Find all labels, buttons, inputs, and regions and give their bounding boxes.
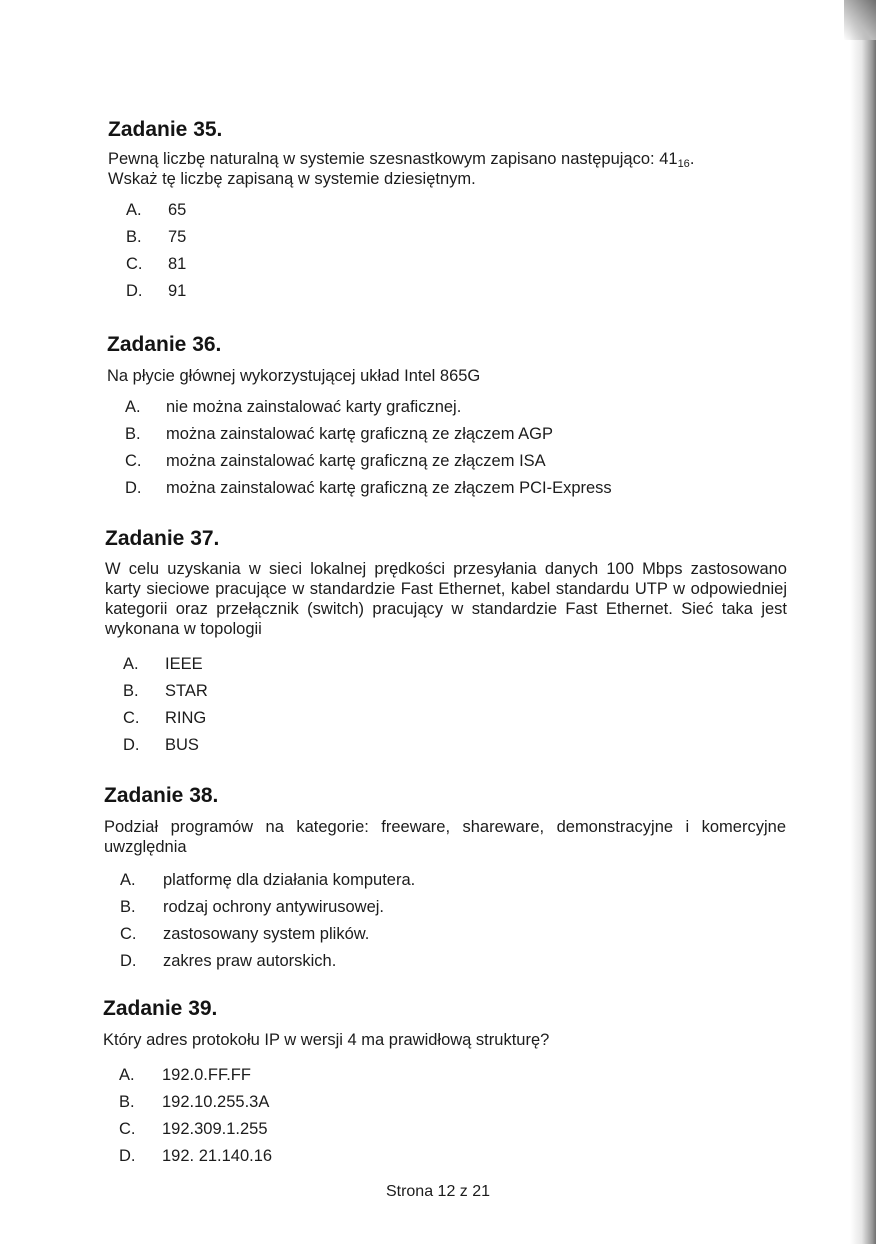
option-label: A. (120, 871, 136, 889)
answer-options (119, 1062, 785, 1170)
answer-option-c[interactable] (126, 251, 788, 278)
option-label: C. (120, 925, 137, 943)
task-title: Zadanie 38. (104, 784, 219, 807)
task-title: Zadanie 37. (105, 527, 220, 550)
page-number-footer: Strona 12 z 21 (385, 1183, 491, 1200)
task-37 (105, 527, 787, 759)
answer-option-b[interactable] (120, 894, 786, 921)
task-stem-period: . (689, 150, 695, 168)
task-stem: Podział programów na kategorie: freeware, shareware, demonstracyjne i komercyjne uwzględnia (104, 818, 786, 856)
option-label: D. (123, 736, 140, 754)
option-text: 65 (168, 201, 187, 219)
option-text: 192. 21.140.16 (162, 1147, 273, 1165)
option-text: zastosowany system plików. (163, 925, 370, 943)
answer-option-c[interactable] (123, 705, 787, 732)
option-text: 81 (168, 255, 187, 273)
option-text: 192.309.1.255 (162, 1120, 268, 1138)
answer-option-a[interactable] (119, 1062, 785, 1089)
answer-option-c[interactable] (119, 1116, 785, 1143)
task-38 (104, 784, 786, 975)
answer-option-a[interactable] (125, 394, 787, 421)
scan-shadow-edge (850, 0, 876, 1244)
option-text: rodzaj ochrony antywirusowej. (163, 898, 385, 916)
scan-shadow-corner (844, 0, 876, 40)
option-label: C. (125, 452, 142, 470)
answer-options (123, 651, 787, 759)
answer-option-b[interactable] (125, 421, 787, 448)
answer-option-b[interactable] (119, 1089, 785, 1116)
answer-option-b[interactable] (126, 224, 788, 251)
option-label: C. (123, 709, 140, 727)
option-text: zakres praw autorskich. (163, 952, 337, 970)
task-stem-line2: Wskaż tę liczbę zapisaną w systemie dziesiętnym. (108, 170, 476, 188)
answer-options (120, 867, 786, 975)
option-text: platformę dla działania komputera. (163, 871, 416, 889)
answer-option-c[interactable] (120, 921, 786, 948)
task-title: Zadanie 36. (107, 333, 222, 356)
answer-option-b[interactable] (123, 678, 787, 705)
answer-option-a[interactable] (120, 867, 786, 894)
task-stem-text: Pewną liczbę naturalną w systemie szesnastkowym zapisano następująco: 41 (108, 150, 678, 168)
task-stem: Który adres protokołu IP w wersji 4 ma prawidłową strukturę? (103, 1031, 550, 1049)
option-text: 91 (168, 282, 187, 300)
task-title: Zadanie 39. (103, 997, 218, 1020)
option-label: B. (123, 682, 139, 700)
answer-option-d[interactable] (120, 948, 786, 975)
option-label: C. (126, 255, 143, 273)
option-label: C. (119, 1120, 136, 1138)
option-text: STAR (165, 682, 208, 700)
answer-options (126, 197, 788, 305)
option-text: można zainstalować kartę graficzną ze złączem ISA (166, 452, 546, 470)
option-text: IEEE (165, 655, 203, 673)
answer-option-a[interactable] (123, 651, 787, 678)
answer-option-d[interactable] (123, 732, 787, 759)
option-label: D. (120, 952, 137, 970)
answer-option-c[interactable] (125, 448, 787, 475)
option-text: można zainstalować kartę graficzną ze złączem PCI-Express (166, 479, 612, 497)
hex-base-subscript: 16 (677, 158, 690, 170)
option-text: 192.10.255.3A (162, 1093, 270, 1111)
answer-option-d[interactable] (125, 475, 787, 502)
option-text: nie można zainstalować karty graficznej. (166, 398, 462, 416)
task-39 (103, 997, 785, 1170)
task-stem: Na płycie głównej wykorzystującej układ Intel 865G (107, 367, 481, 385)
option-label: B. (126, 228, 142, 246)
option-label: B. (120, 898, 136, 916)
option-label: D. (126, 282, 143, 300)
task-stem (108, 149, 788, 189)
answer-options (125, 394, 787, 502)
option-label: A. (126, 201, 142, 219)
option-label: B. (119, 1093, 135, 1111)
option-label: A. (123, 655, 139, 673)
task-title: Zadanie 35. (108, 118, 223, 141)
task-stem: W celu uzyskania w sieci lokalnej prędkości przesyłania danych 100 Mbps zastosowano karty sieciowe pracujące w standardzie Fast Ethernet, kabel standardu UTP w odpowiedniej kategorii oraz przełącznik (switch) pracujący w standardzie Fast Ethernet. Sieć taka jest wykonana w topologii (105, 560, 787, 638)
option-label: B. (125, 425, 141, 443)
option-text: można zainstalować kartę graficzną ze złączem AGP (166, 425, 554, 443)
option-label: A. (125, 398, 141, 416)
answer-option-a[interactable] (126, 197, 788, 224)
option-text: 75 (168, 228, 187, 246)
option-text: BUS (165, 736, 199, 754)
answer-option-d[interactable] (126, 278, 788, 305)
option-label: D. (119, 1147, 136, 1165)
task-36 (107, 333, 787, 502)
option-label: D. (125, 479, 142, 497)
option-label: A. (119, 1066, 135, 1084)
task-35 (108, 118, 788, 305)
option-text: RING (165, 709, 207, 727)
answer-option-d[interactable] (119, 1143, 785, 1170)
option-text: 192.0.FF.FF (162, 1066, 251, 1084)
